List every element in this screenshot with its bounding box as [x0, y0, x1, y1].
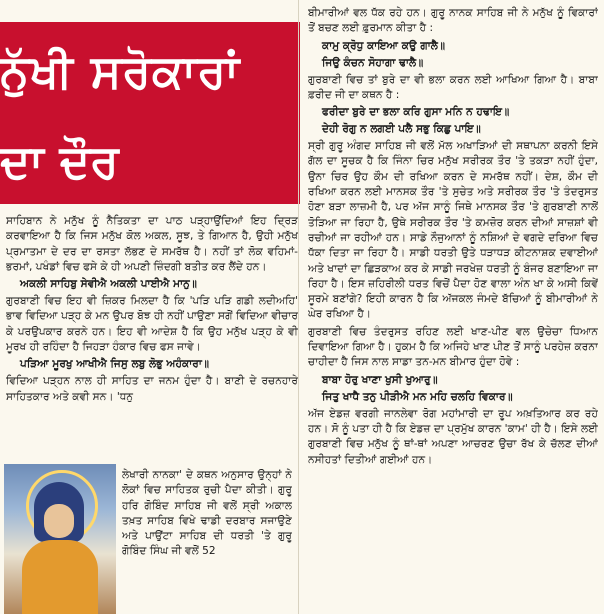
right-paragraph-5: ਅੱਜ ਏਡਜ਼ ਵਰਗੀ ਜਾਨਲੇਵਾ ਰੋਗ ਮਹਾਂਮਾਰੀ ਦਾ ਰੂਪ ਅਖ਼ਤਿਆਰ ਕਰ ਰਹੇ ਹਨ। ਸੋ ਨੂੰ ਪਤਾ ਹੀ ਹੈ ਕਿ ਏਡਜ਼ ਦਾ ਪ੍ਰਮੁੱਖ ਕਾਰਨ 'ਕਾਮ' ਹੀ ਹੈ। ਇਸੇ ਲਈ ਗੁਰਬਾਣੀ ਵਿਚ ਮਨੁੱਖ ਨੂੰ ਥਾਂ-ਥਾਂ ਅਪਣਾ ਆਚਰਣ ਉਚਾ ਰੱਖ ਕੇ ਚੱਲਣ ਦੀਆਂ ਨਸੀਹਤਾਂ ਦਿਤੀਆਂ ਗਈਆਂ ਹਨ। — [308, 407, 598, 466]
right-quote-2a: ਫਰੀਦਾ ਬੁਰੇ ਦਾ ਭਲਾ ਕਰਿ ਗੁਸਾ ਮਨਿ ਨ ਹਢਾਇ॥ — [322, 106, 510, 119]
right-quote-3b: ਜਿਤੁ ਖਾਧੈ ਤਨੁ ਪੀੜੀਐ ਮਨ ਮਹਿ ਚਲਹਿ ਵਿਕਾਰ॥ — [322, 390, 513, 403]
left-paragraph-1: ਸਾਹਿਬਾਨ ਨੇ ਮਨੁੱਖ ਨੂੰ ਨੈਤਿਕਤਾ ਦਾ ਪਾਠ ਪੜ੍ਹਾਉਂਦਿਆਂ ਇਹ ਦ੍ਰਿੜ ਕਰਵਾਇਆ ਹੈ ਕਿ ਜਿਸ ਮਨੁੱਖ ਕੋਲ ਅਕਲ, ਸੂਝ, ਤੇ ਗਿਆਨ ਹੈ, ਉਹੀ ਮਨੁੱਖ ਪ੍ਰਮਾਤਮਾ ਦੇ ਦਰ ਦਾ ਰਸਤਾ ਲੱਭਣ ਦੇ ਸਮਰੱਥ ਹੈ। ਨਹੀਂ ਤਾਂ ਲੋਕ ਵਹਿਮਾਂ-ਭਰਮਾਂ, ਪਖੰਡਾਂ ਵਿਚ ਫਸੇ ਕੇ ਹੀ ਅਪਣੀ ਜ਼ਿੰਦਗੀ ਬਤੀਤ ਕਰ ਲੈਂਦੇ ਹਨ। — [6, 215, 298, 273]
column-divider — [298, 0, 299, 614]
left-paragraph-4: ਲੇਖਾਰੀ ਨਾਨਕਾ' ਦੇ ਕਥਨ ਅਨੁਸਾਰ ਉਨ੍ਹਾਂ ਨੇ ਲੋਕਾਂ ਵਿਚ ਸਾਹਿਤਕ ਰੁਚੀ ਪੈਦਾ ਕੀਤੀ। ਗੁਰੂ ਹਰਿ ਗੋਬਿੰਦ ਸਾਹਿਬ ਜੀ ਵਲੋਂ ਸ੍ਰੀ ਅਕਾਲ ਤਖ਼ਤ ਸਾਹਿਬ ਵਿਖੇ ਢਾਡੀ ਦਰਬਾਰ ਸਜਾਉਣੇ ਅਤੇ ਪਾਉਂਟਾ ਸਾਹਿਬ ਦੀ ਧਰਤੀ 'ਤੇ ਗੁਰੂ ਗੋਬਿੰਦ ਸਿੰਘ ਜੀ ਵਲੋਂ 52 — [122, 469, 292, 558]
left-quote-1: ਅਕਲੀ ਸਾਹਿਬੁ ਸੇਵੀਐ ਅਕਲੀ ਪਾਈਐ ਮਾਨੁ॥ — [20, 278, 197, 291]
left-paragraph-3: ਵਿਦਿਆ ਪੜ੍ਹਨ ਨਾਲ ਹੀ ਸਾਹਿਤ ਦਾ ਜਨਮ ਹੁੰਦਾ ਹੈ। ਬਾਣੀ ਦੇ ਰਚਨਹਾਰੇ ਸਾਹਿਤਕਾਰ ਅਤੇ ਕਵੀ ਸਨ। 'ਧਨੁ — [6, 375, 298, 403]
left-wrapped-text — [122, 468, 292, 614]
headline-line-1: ਨੁੱਖੀ ਸਰੋਕਾਰਾਂ — [0, 44, 240, 98]
robe-shape — [22, 540, 98, 614]
headline-banner — [0, 22, 300, 204]
right-paragraph-2: ਗੁਰਬਾਣੀ ਵਿਚ ਤਾਂ ਬੁਰੇ ਦਾ ਵੀ ਭਲਾ ਕਰਨ ਲਈ ਆਖਿਆ ਗਿਆ ਹੈ। ਬਾਬਾ ਫ਼ਰੀਦ ਜੀ ਦਾ ਕਥਨ ਹੈ : — [308, 73, 598, 101]
headline-line-2: ਦਾ ਦੌਰ — [0, 134, 119, 188]
right-quote-3a: ਬਾਬਾ ਹੋਰੁ ਖਾਣਾ ਖੁਸੀ ਖੁਆਰੁ॥ — [322, 373, 438, 386]
right-column — [308, 6, 598, 614]
right-quote-1a: ਕਾਮੁ ਕ੍ਰੋਧੁ ਕਾਇਆ ਕਉ ਗਾਲੈ॥ — [322, 39, 446, 52]
right-quote-1b: ਜਿਉ ਕੰਚਨ ਸੋਹਾਗਾ ਢਾਲੈ॥ — [322, 56, 424, 69]
face-shape — [44, 504, 74, 538]
guru-portrait-image — [4, 464, 116, 614]
right-paragraph-1: ਬੀਮਾਰੀਆਂ ਵਲ ਧੱਕ ਰਹੇ ਹਨ। ਗੁਰੂ ਨਾਨਕ ਸਾਹਿਬ ਜੀ ਨੇ ਮਨੁੱਖ ਨੂੰ ਵਿਕਾਰਾਂ ਤੋਂ ਬਚਣ ਲਈ ਫ਼ੁਰਮਾਨ ਕੀਤਾ ਹੈ : — [308, 7, 598, 35]
right-paragraph-3: ਸ੍ਰੀ ਗੁਰੂ ਅੰਗਦ ਸਾਹਿਬ ਜੀ ਵਲੋਂ ਮੱਲ ਅਖਾੜਿਆਂ ਦੀ ਸਥਾਪਨਾ ਕਰਨੀ ਇਸੇ ਗੱਲ ਦਾ ਸੂਚਕ ਹੈ ਕਿ ਜਿੰਨਾ ਚਿਰ ਮਨੁੱਖ ਸਰੀਰਕ ਤੌਰ 'ਤੇ ਤਕੜਾ ਨਹੀਂ ਹੁੰਦਾ, ਉਨਾ ਚਿਰ ਉਹ ਕੌਮ ਦੀ ਰਖਿਆ ਕਰਨ ਦੇ ਸਮਰੱਥ ਨਹੀਂ। ਦੇਸ਼, ਕੌਮ ਦੀ ਰਖਿਆ ਕਰਨ ਲਈ ਮਾਨਸਕ ਤੌਰ 'ਤੇ ਸੁਚੇਤ ਅਤੇ ਸਰੀਰਕ ਤੌਰ 'ਤੇ ਤੰਦਰੁਸਤ ਹੋਣਾ ਬੜਾ ਲਾਜ਼ਮੀ ਹੈ, ਪਰ ਅੱਜ ਸਾਨੂੰ ਜਿਥੇ ਮਾਨਸਕ ਤੌਰ 'ਤੇ ਗੁਰਬਾਣੀ ਨਾਲੋਂ ਤੋੜਿਆ ਜਾ ਰਿਹਾ ਹੈ, ਉਥੇ ਸਰੀਰਕ ਤੌਰ 'ਤੇ ਕਮਜ਼ੋਰ ਕਰਨ ਦੀਆਂ ਸਾਜ਼ਸ਼ਾਂ ਵੀ ਰਚੀਆਂ ਜਾ ਰਹੀਆਂ ਹਨ। ਸਾਡੇ ਨੌਜੁਆਨਾਂ ਨੂੰ ਨਸ਼ਿਆਂ ਦੇ ਵਗਦੇ ਦਰਿਆ ਵਿਚ ਧੱਕਾ ਦਿਤਾ ਜਾ ਰਿਹਾ ਹੈ। ਸਾਡੀ ਧਰਤੀ ਉਤੇ ਧੜਾਧੜ ਕੀਟਨਾਸ਼ਕ ਦਵਾਈਆਂ ਅਤੇ ਖਾਦਾਂ ਦਾ ਛਿੜਕਾਅ ਕਰ ਕੇ ਸਾਡੀ ਜਰਖੇਜ਼ ਧਰਤੀ ਨੂੰ ਬੰਜਰ ਬਣਾਇਆ ਜਾ ਰਿਹਾ ਹੈ। ਇਸ ਜ਼ਹਿਰੀਲੀ ਧਰਤ ਵਿਚੋਂ ਪੈਦਾ ਹੋਣ ਵਾਲਾ ਅੰਨ ਖਾ ਕੇ ਅਸੀ ਕਿਵੇਂ ਸੂਰਮੇ ਬਣਾਂਗੇ? ਇਹੀ ਕਾਰਨ ਹੈ ਕਿ ਅੱਜਕਲ ਜੰਮਦੇ ਬੱਚਿਆਂ ਨੂੰ ਬੀਮਾਰੀਆਂ ਨੇ ਘੇਰ ਰਖਿਆ ਹੈ। — [308, 140, 598, 321]
right-paragraph-4: ਗੁਰਬਾਣੀ ਵਿਚ ਤੰਦਰੁਸਤ ਰਹਿਣ ਲਈ ਖਾਣ-ਪੀਣ ਵਲ ਉਚੇਚਾ ਧਿਆਨ ਦਿਵਾਇਆ ਗਿਆ ਹੈ। ਹੁਕਮ ਹੈ ਕਿ ਅਜਿਹੇ ਖਾਣ ਪੀਣ ਤੋਂ ਸਾਨੂੰ ਪਰਹੇਜ਼ ਕਰਨਾ ਚਾਹੀਦਾ ਹੈ ਜਿਸ ਨਾਲ ਸਾਡਾ ਤਨ-ਮਨ ਬੀਮਾਰ ਹੁੰਦਾ ਹੋਵੇ : — [308, 325, 598, 369]
left-paragraph-2: ਗੁਰਬਾਣੀ ਵਿਚ ਇਹ ਵੀ ਜ਼ਿਕਰ ਮਿਲਦਾ ਹੈ ਕਿ 'ਪੜਿ ਪੜਿ ਗਡੀ ਲਦੀਅਹਿ' ਭਾਵ ਵਿਦਿਆ ਪੜ੍ਹ ਕੇ ਮਨ ਉਪਰ ਬੋਝ ਹੀ ਨਹੀਂ ਪਾਉਣਾ ਸਗੋਂ ਵਿਦਿਆ ਵੀਚਾਰ ਕੇ ਪਰਉਪਕਾਰ ਕਰਨੇ ਹਨ। ਇਹ ਵੀ ਆਦੇਸ਼ ਹੈ ਕਿ ਉਹ ਮਨੁੱਖ ਪੜ੍ਹ ਕੇ ਵੀ ਮੂਰਖ ਹੀ ਰਹਿੰਦਾ ਹੈ ਜਿਹੜਾ ਹੰਕਾਰ ਵਿਚ ਫਸ ਜਾਵੇ। — [6, 295, 298, 354]
left-quote-2: ਪੜਿਆ ਮੂਰਖੁ ਆਖੀਐ ਜਿਸੁ ਲਬੁ ਲੋਭੁ ਅਹੰਕਾਰਾ॥ — [20, 358, 210, 371]
right-quote-2b: ਦੇਹੀ ਰੋਗੁ ਨ ਲਗਈ ਪਲੈ ਸਭੁ ਕਿਛੁ ਪਾਇ॥ — [322, 123, 481, 136]
